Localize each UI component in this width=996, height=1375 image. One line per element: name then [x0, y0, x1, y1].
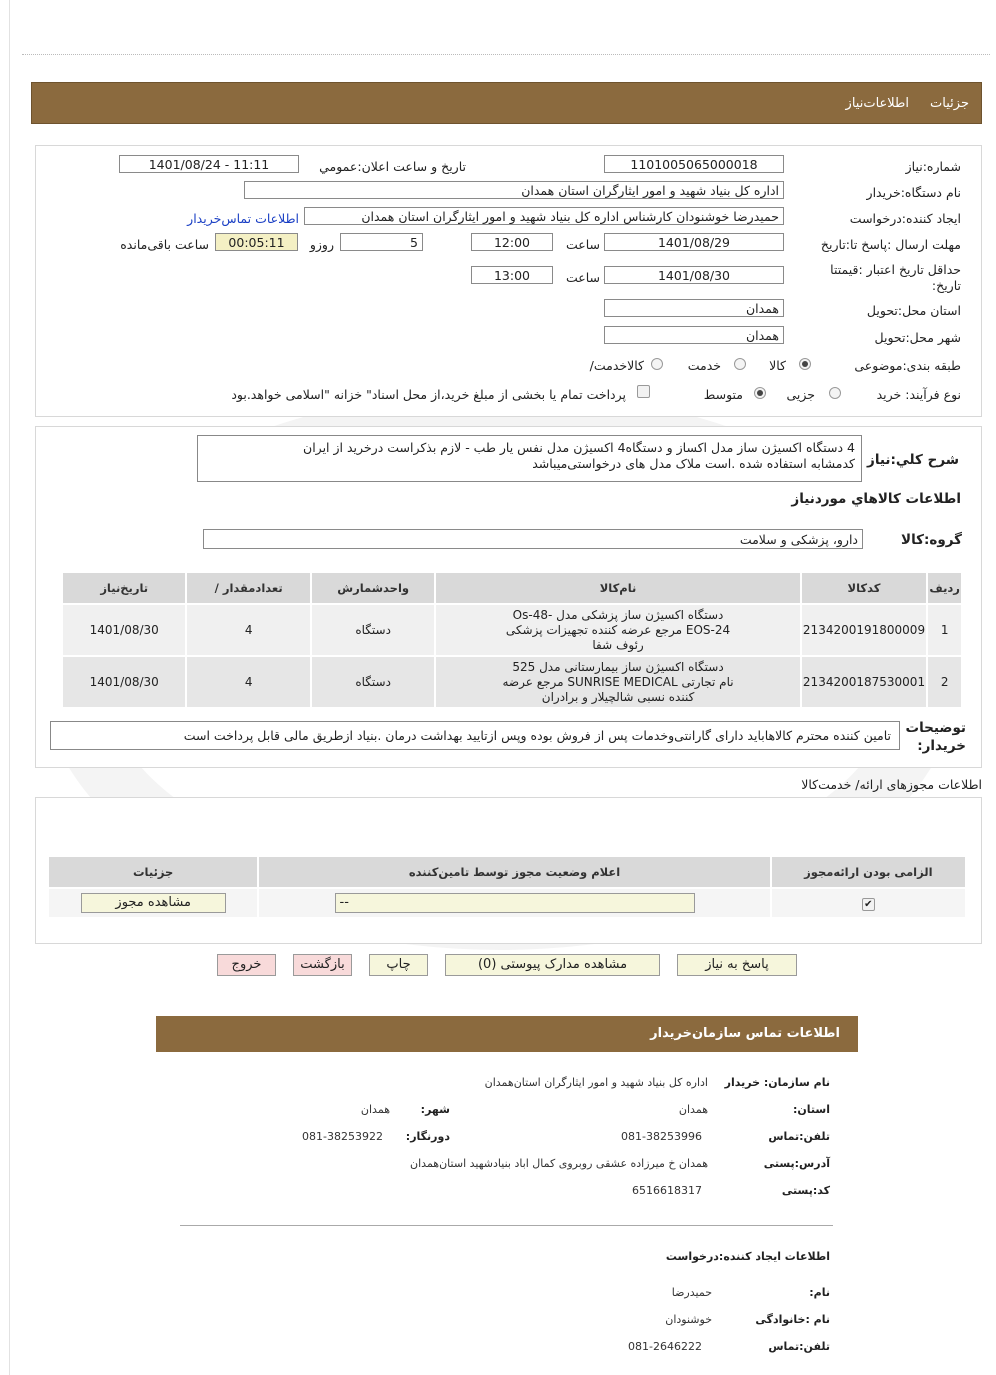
remaining-label: ساعت باقی‌مانده: [120, 237, 209, 252]
attachments-button[interactable]: مشاهده مدارک پیوستی (0): [445, 954, 660, 976]
exit-button[interactable]: خروج: [217, 954, 276, 976]
city-field: همدان: [604, 326, 784, 344]
postal-value: 6516618317: [632, 1184, 702, 1197]
cell-row: 1: [928, 605, 961, 655]
permit-row: [49, 889, 965, 917]
buyer-notes-box: [50, 721, 900, 750]
permits-table: [47, 855, 967, 919]
deadline-label: مهلت ارسال :پاسخ تا:تاریخ: [820, 237, 961, 252]
address-label: آدرس:پستی: [763, 1157, 830, 1170]
days-label: روزو: [309, 237, 334, 252]
contact-header: [156, 1016, 858, 1052]
org-value: اداره کل بنیاد شهید و امور ایثارگران استان‌همدان: [484, 1076, 708, 1089]
cell-row: 2: [928, 657, 961, 707]
col-qty: / تعدادمقدار: [187, 573, 309, 603]
permit-status-field[interactable]: --: [335, 893, 695, 913]
days-field: 5: [340, 233, 423, 251]
cell-date: 1401/08/30: [63, 657, 185, 707]
contact-title: اطلاعات تماس سازمان‌خریدار: [650, 1026, 840, 1041]
province-field: همدان: [604, 299, 784, 317]
city-contact-label: :شهر: [420, 1103, 450, 1116]
cell-date: 1401/08/30: [63, 605, 185, 655]
fax-label: :دورنگار: [405, 1130, 450, 1143]
deadline-time-label: ساعت: [565, 237, 600, 252]
tab-details[interactable]: جزئیات: [930, 96, 969, 111]
remaining-time-field: 00:05:11: [215, 233, 298, 251]
announce-label: تاریخ و ساعت اعلان:عمومي: [319, 159, 466, 174]
creator-info-title: اطلاعات ایجاد کننده:درخواست: [665, 1250, 830, 1263]
category-goods-radio[interactable]: [799, 358, 811, 370]
creator-name-label: :نام: [809, 1286, 830, 1299]
description-box: [197, 435, 862, 482]
cell-qty: 4: [187, 657, 309, 707]
category-goods-label: کالا: [769, 358, 786, 373]
goods-heading: اطلاعات کالاهاي موردنیاز: [791, 491, 961, 507]
process-minor-radio[interactable]: [829, 387, 841, 399]
buyer-contact-link[interactable]: اطلاعات تماس‌خریدار: [187, 211, 299, 226]
fax-value: 081-38253922: [302, 1130, 383, 1143]
deadline-date-field: 1401/08/29: [604, 233, 784, 251]
cell-details: [49, 889, 257, 917]
province-contact-value: همدان: [678, 1103, 708, 1116]
creator-field: حمیدرضا خوشنودان کارشناس اداره کل بنیاد شهید و امور ایثارگران استان همدان: [304, 207, 784, 225]
deadline-time-field: 12:00: [471, 233, 553, 251]
contact-divider: [180, 1225, 833, 1226]
buyer-notes-text: تامین کننده محترم کالاهاباید دارای گارانتی‌وخدمات پس از فروش بوده وپس ازتایید بهداشت درمان .بنیاد ازطریق مالی قابل پرداخت است: [183, 728, 891, 743]
category-goods-service-radio[interactable]: [651, 358, 663, 370]
validity-label-2: :تاریخ: [931, 278, 961, 293]
address-value: همدان خ میرزاده عشقی روبروی کمال اباد بنیادشهید استان‌همدان: [410, 1157, 708, 1170]
buyer-notes-label-1: توضیحات: [905, 720, 966, 736]
goods-table: [61, 571, 963, 709]
cell-name-line-1: دستگاه اکسیژن ساز بیمارستانی مدل 525: [512, 659, 724, 674]
description-label: شرح کلي:نیاز: [867, 452, 959, 468]
cell-name-line-2: EOS-24 مرجع عرضه کننده تجهیزات پزشکی: [505, 622, 731, 637]
header-bar: [31, 82, 982, 124]
creator-phone-label: تلفن:تماس: [768, 1340, 830, 1353]
col-status: اعلام وضعیت مجوز توسط تامین‌کننده: [259, 857, 769, 887]
province-contact-label: :استان: [792, 1103, 830, 1116]
tab-need-info[interactable]: اطلاعات‌نیاز: [845, 96, 909, 111]
cell-required: [772, 889, 965, 917]
buyer-field: اداره کل بنیاد شهید و امور ایثارگران استان همدان: [244, 181, 784, 199]
goods-group-label: گروه:کالا: [901, 532, 962, 548]
col-code: کدکالا: [802, 573, 927, 603]
col-row: ردیف: [928, 573, 961, 603]
creator-phone-value: 081-2646222: [628, 1340, 702, 1353]
col-unit: واحدشمارش: [312, 573, 434, 603]
validity-time-label: ساعت: [565, 270, 600, 285]
category-service-radio[interactable]: [734, 358, 746, 370]
postal-label: کد:پستی: [781, 1184, 830, 1197]
cell-name-line-1: دستگاه اکسیژن ساز پزشکی مدل -Os-48: [512, 607, 724, 622]
cell-code: 2134200191800009: [802, 605, 927, 655]
phone-label: تلفن:تماس: [768, 1130, 830, 1143]
cell-name-line-2: نام تجارتی SUNRISE MEDICAL مرجع عرضه: [502, 674, 734, 689]
announce-field: 1401/08/24 - 11:11: [119, 155, 299, 173]
creator-name-value: حمیدرضا: [671, 1286, 712, 1299]
creator-label: ایجاد کننده:درخواست: [849, 211, 961, 226]
cell-status: [259, 889, 769, 917]
treasury-payment-note: پرداخت تمام یا بخشی از مبلغ خرید،از محل اسناد" خزانه "اسلامی خواهد.بود: [231, 387, 626, 402]
back-button[interactable]: بازگشت: [293, 954, 352, 976]
cell-unit: دستگاه: [312, 605, 434, 655]
creator-family-label: نام :خانوادگی: [755, 1313, 830, 1326]
cell-name-line-3: رئوف شفا: [592, 637, 644, 652]
validity-date-field: 1401/08/30: [604, 266, 784, 284]
permit-required-checkbox: ✔: [862, 898, 875, 911]
table-row[interactable]: [63, 657, 961, 707]
buyer-notes-label-2: :خریدار: [917, 738, 966, 754]
col-details: جزئیات: [49, 857, 257, 887]
cell-qty: 4: [187, 605, 309, 655]
goods-group-field: دارو، پزشکی و سلامت: [203, 529, 863, 549]
col-name: نام‌کالا: [436, 573, 799, 603]
need-number-field: 1101005065000018: [604, 155, 784, 173]
cell-name: [436, 605, 799, 655]
category-goods-service-label: /کالاخدمت: [589, 358, 644, 373]
table-row[interactable]: [63, 605, 961, 655]
city-label: شهر محل:تحویل: [874, 330, 961, 345]
city-contact-value: همدان: [360, 1103, 390, 1116]
category-service-label: خدمت: [687, 358, 721, 373]
validity-label-1: حداقل تاریخ اعتبار :قیمتتا: [830, 262, 961, 277]
process-medium-label: متوسط: [703, 387, 743, 402]
org-label: نام سازمان: خریدار: [724, 1076, 830, 1089]
col-required: الزامی بودن ارائه‌مجوز: [772, 857, 965, 887]
top-separator: [22, 54, 990, 55]
col-date: تاریخ‌نیاز: [63, 573, 185, 603]
need-number-label: شماره:نیاز: [905, 159, 961, 174]
treasury-payment-checkbox[interactable]: [637, 385, 650, 398]
cell-unit: دستگاه: [312, 657, 434, 707]
validity-time-field: 13:00: [471, 266, 553, 284]
description-line-1: 4 دستگاه اکسیژن ساز مدل اکساز و دستگاه4 اکسیژن مدل نفس یار طب - لازم بذکراست درخرید از ایران: [303, 440, 855, 455]
cell-name-line-3: کننده نسبی شالچیلار و برادران: [541, 689, 695, 704]
cell-code: 2134200187530001: [802, 657, 927, 707]
category-label: طبقه بندی:موضوعی: [854, 358, 961, 373]
province-label: استان محل:تحویل: [866, 303, 961, 318]
cell-name: [436, 657, 799, 707]
process-minor-label: جزیی: [786, 387, 815, 402]
description-line-2: کدمشابه استفاده شده .است ملاک مدل های درخواستی‌میباشد: [532, 456, 855, 471]
process-label: نوع فرآیند: خرید: [876, 387, 961, 402]
permits-title: اطلاعات مجوزهای ارائه/ خدمت‌کالا: [801, 777, 982, 792]
buyer-label: نام دستگاه:خریدار: [866, 185, 961, 200]
reply-button[interactable]: پاسخ به نیاز: [677, 954, 797, 976]
view-permit-button[interactable]: مشاهده مجوز: [81, 893, 226, 913]
left-border: [9, 0, 10, 1375]
print-button[interactable]: چاپ: [369, 954, 428, 976]
process-medium-radio[interactable]: [754, 387, 766, 399]
creator-family-value: خوشنودان: [665, 1313, 712, 1326]
phone-value: 081-38253996: [621, 1130, 702, 1143]
